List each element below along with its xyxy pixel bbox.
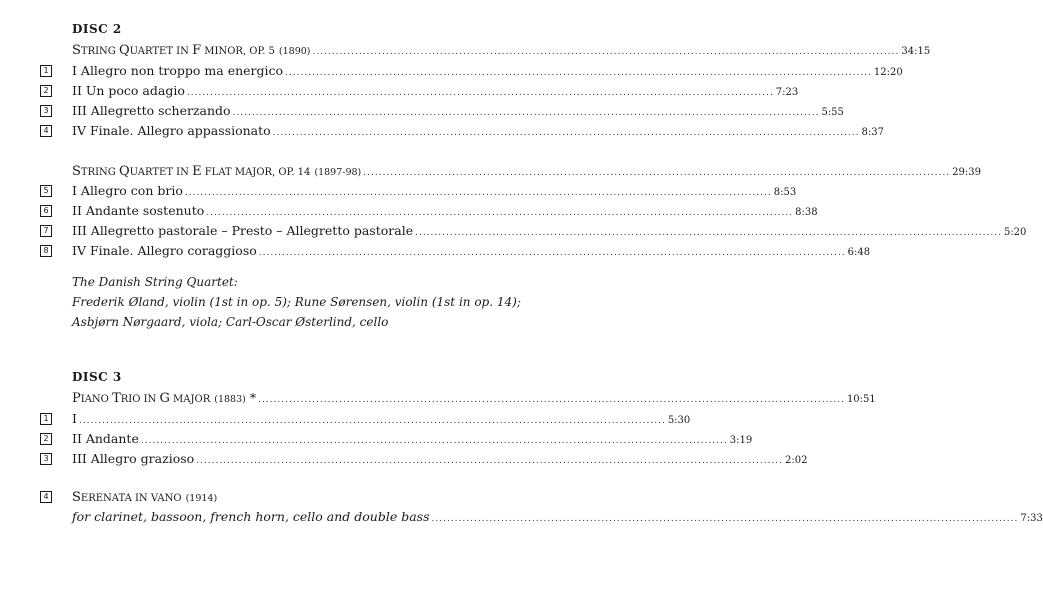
track-title: II Un poco adagio (72, 83, 185, 98)
track-title: II Andante (72, 431, 139, 446)
track-row (72, 103, 844, 119)
track-title: I Allegro con brio (72, 183, 183, 198)
credit-line: Asbjørn Nørgaard, viola; Carl-Oscar Østerlind, cello (72, 315, 389, 329)
leader-dots: ........................................................................................................................................................ (258, 395, 845, 405)
track-duration: 5:20 (1003, 227, 1027, 238)
track-title: II Andante sostenuto (72, 203, 205, 218)
work-subtitle: for clarinet, bassoon, french horn, cello and double bass (72, 509, 430, 524)
work-title: SERENATA IN VANO (1914) (72, 490, 218, 505)
track-row (72, 63, 903, 79)
track-row (72, 243, 871, 259)
track-number-box: 1 (40, 413, 52, 425)
leader-dots: ........................................................................................................................................................ (206, 208, 794, 218)
track-row (72, 451, 808, 467)
leader-dots: ........................................................................................................................................................ (431, 514, 1019, 524)
track-number-box: 1 (40, 65, 52, 77)
track-row (72, 431, 753, 447)
track-number-box: 4 (40, 125, 52, 137)
track-number-box: 4 (40, 491, 52, 503)
work-year: (1914) (185, 493, 218, 504)
credit-line: The Danish String Quartet: (72, 275, 238, 289)
track-duration: 3:19 (729, 435, 753, 446)
track-duration: 7:33 (1020, 513, 1043, 524)
work-duration: 10:51 (846, 394, 876, 405)
leader-dots: ........................................................................................................................................................ (415, 228, 1002, 238)
asterisk-marker: * (249, 390, 257, 405)
track-number-box: 2 (40, 85, 52, 97)
track-duration: 12:20 (873, 67, 903, 78)
track-number-box: 6 (40, 205, 52, 217)
track-number-box: 3 (40, 453, 52, 465)
leader-dots: ........................................................................................................................................................ (186, 88, 774, 98)
leader-dots: ........................................................................................................................................................ (184, 188, 772, 198)
track-row (72, 183, 797, 199)
track-number-box: 8 (40, 245, 52, 257)
track-duration: 2:02 (785, 455, 808, 466)
work-duration: 34:15 (901, 46, 931, 57)
work-title-serenata (72, 489, 566, 505)
work-year: (1897-98) (314, 167, 362, 178)
track-title: III Allegro grazioso (72, 451, 195, 466)
work-duration: 29:39 (952, 167, 981, 178)
track-duration: 8:37 (861, 127, 884, 138)
leader-dots: ........................................................................................................................................................ (232, 108, 820, 118)
track-row (72, 123, 884, 139)
track-number-box: 3 (40, 105, 52, 117)
track-title: IV Finale. Allegro appassionato (72, 123, 271, 138)
work-title-quartet-op14 (72, 163, 981, 179)
work-year: (1890) (278, 46, 311, 57)
leader-dots: ........................................................................................................................................................ (78, 416, 666, 426)
track-number-box: 7 (40, 225, 52, 237)
leader-dots: ........................................................................................................................................................ (285, 68, 872, 78)
track-title: III Allegretto pastorale – Presto – Allegretto pastorale (72, 223, 414, 238)
track-number-box: 2 (40, 433, 52, 445)
work-title: STRING QUARTET IN F MINOR, OP. 5 (1890) (72, 43, 311, 58)
track-title: I Allegro non troppo ma energico (72, 63, 284, 78)
track-duration: 6:48 (847, 247, 871, 258)
disc-2-label: DISC 2 (72, 22, 122, 36)
track-row (72, 411, 691, 427)
leader-dots: ........................................................................................................................................................ (196, 456, 784, 466)
track-duration: 7:23 (775, 87, 799, 98)
track-row (72, 203, 818, 219)
work-title-piano-trio (72, 390, 876, 406)
track-row (72, 509, 1043, 525)
track-duration: 5:55 (821, 107, 844, 118)
performer-credits (72, 272, 572, 332)
track-duration: 5:30 (667, 415, 691, 426)
work-title-quartet-op5 (72, 42, 931, 58)
track-duration: 8:38 (795, 207, 818, 218)
work-title: PIANO TRIO IN G MAJOR (1883) * (72, 390, 257, 406)
leader-dots: ........................................................................................................................................................ (272, 128, 860, 138)
track-row (72, 223, 1027, 239)
track-number-box: 5 (40, 185, 52, 197)
leader-dots: ........................................................................................................................................................ (140, 436, 728, 446)
leader-dots: ........................................................................................................................................................ (363, 168, 951, 178)
track-title: III Allegretto scherzando (72, 103, 231, 118)
track-title: I (72, 411, 77, 426)
track-duration: 8:53 (773, 187, 797, 198)
leader-dots: ........................................................................................................................................................ (312, 47, 900, 57)
work-year: (1883) (214, 394, 246, 405)
disc-3-label: DISC 3 (72, 370, 122, 384)
work-title: STRING QUARTET IN E FLAT MAJOR, OP. 14 (1897-98) (72, 164, 362, 179)
credit-line: Frederik Øland, violin (1st in op. 5); Rune Sørensen, violin (1st in op. 14); (72, 295, 521, 309)
track-row (72, 83, 799, 99)
leader-dots: ........................................................................................................................................................ (258, 248, 846, 258)
track-title: IV Finale. Allegro coraggioso (72, 243, 257, 258)
